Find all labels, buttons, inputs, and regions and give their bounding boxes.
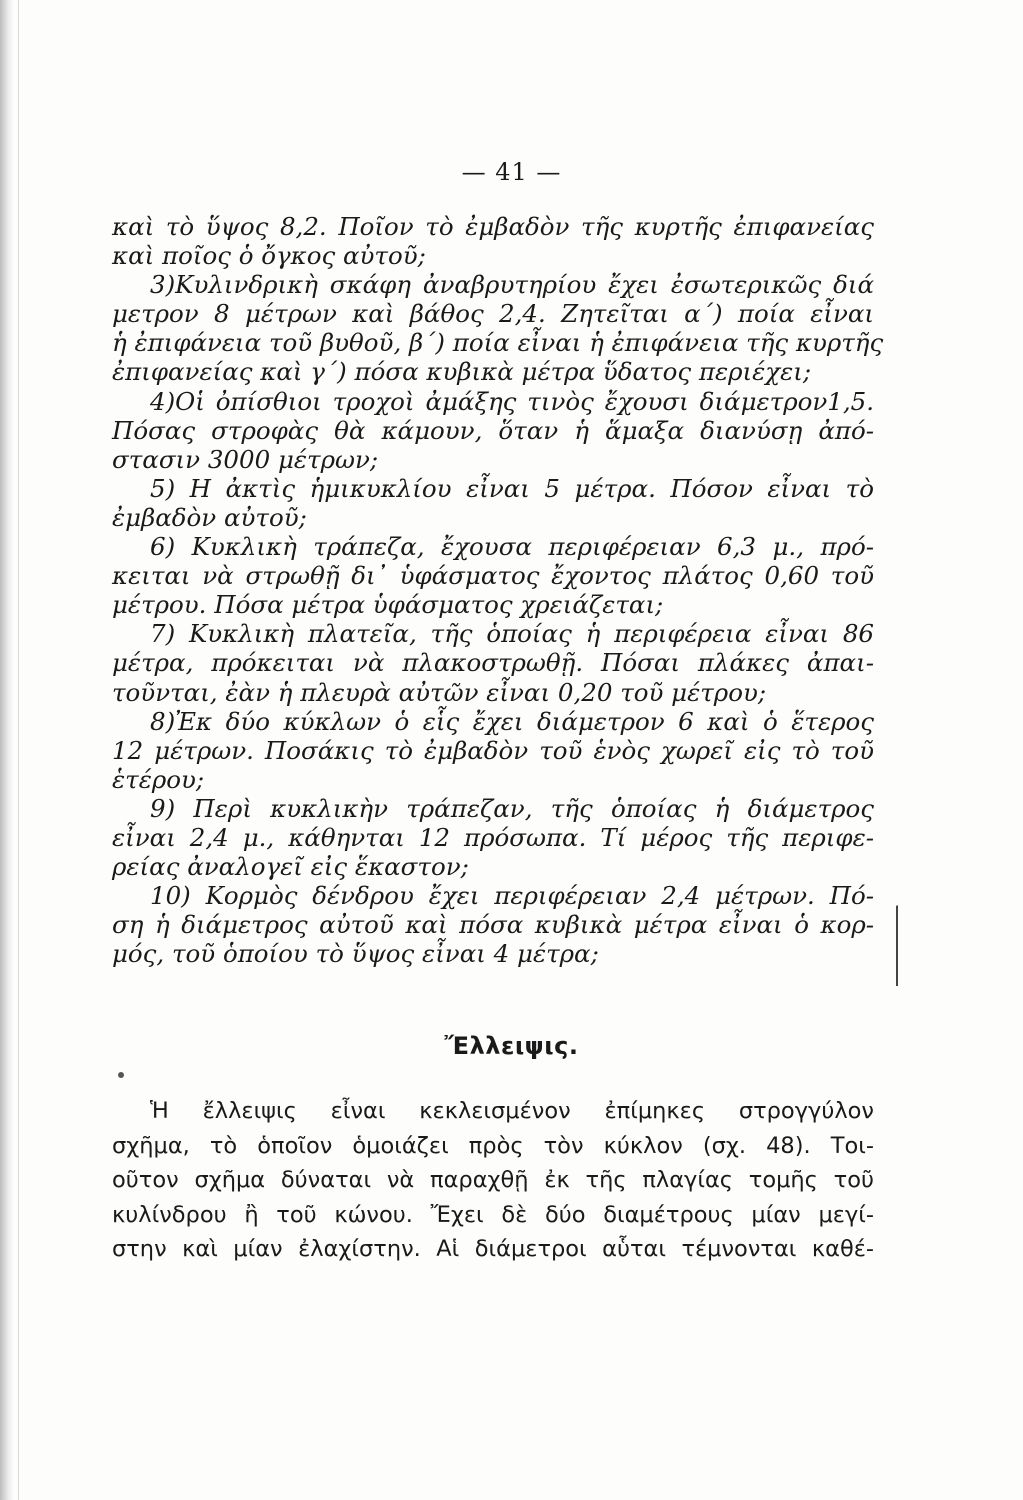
exercise-line: ρείας ἀναλογεῖ εἰς ἕκαστον; [112,852,469,882]
exercise-line: 12 μέτρων. Ποσάκις τὸ ἐμβαδὸν τοῦ ἑνὸς χωρεῖ εἰς τὸ τοῦ [112,735,874,765]
exercise-line: 6) Κυκλικὴ τράπεζα, ἔχουσα περιφέρειαν 6,3 μ., πρό- [150,532,874,562]
section-line: οῦτον σχῆμα δύναται νὰ παραχθῇ ἐκ τῆς πλαγίας τομῆς τοῦ [112,1167,874,1193]
exercise-line: ἐμβαδὸν αὐτοῦ; [112,502,307,532]
margin-dot [118,1072,124,1078]
exercise-line: ση ἡ διάμετρος αὐτοῦ καὶ πόσα κυβικὰ μέτρα εἶναι ὁ κορ- [112,910,874,940]
margin-bracket [888,905,898,986]
exercise-line: Πόσας στροφὰς θὰ κάμουν, ὅταν ἡ ἅμαξα διανύσῃ ἀπό- [112,415,874,445]
exercise-list [112,212,884,969]
section-line: στην καὶ μίαν ἐλαχίστην. Αἱ διάμετροι αὗται τέμνονται καθέ- [112,1236,874,1262]
exercise-line: μέτρα, πρόκειται νὰ πλακοστρωθῇ. Πόσαι πλάκες ἀπαι- [112,648,874,678]
section-line: κυλίνδρου ἢ τοῦ κώνου. Ἔχει δὲ δύο διαμέτρους μίαν μεγί- [112,1201,874,1228]
exercise-line: ἡ ἐπιφάνεια τοῦ βυθοῦ, β΄) ποία εἶναι ἡ ἐπιφάνεια τῆς κυρτῆς [112,328,884,358]
section-body [112,1094,874,1267]
exercise-line: στασιν 3000 μέτρων; [112,444,379,474]
exercise-line: τοῦνται, ἐὰν ἡ πλευρὰ αὐτῶν εἶναι 0,20 τοῦ μέτρου; [112,677,767,707]
exercise-line: καὶ τὸ ὕψος 8,2. Ποῖον τὸ ἐμβαδὸν τῆς κυρτῆς ἐπιφανείας [112,212,874,241]
scan-left-edge [0,0,14,1500]
exercise-line: καὶ ποῖος ὁ ὄγκος αὐτοῦ; [112,241,426,271]
exercise-line: μέτρου. Πόσα μέτρα ὑφάσματος χρειάζεται; [112,590,664,620]
exercise-line: κειται νὰ στρωθῇ δι᾽ ὑφάσματος ἔχοντος πλάτος 0,60 τοῦ [112,561,874,591]
scan-fold-line [18,0,19,1500]
exercise-line: 10) Κορμὸς δένδρου ἔχει περιφέρειαν 2,4 μέτρων. Πό- [150,881,874,911]
page-number: — 41 — [461,158,562,186]
exercise-line: ἑτέρου; [112,764,205,794]
exercise-line: 9) Περὶ κυκλικὴν τράπεζαν, τῆς ὁποίας ἡ διάμετρος [150,793,874,823]
exercise-line: 7) Κυκλικὴ πλατεῖα, τῆς ὁποίας ἡ περιφέρεια εἶναι 86 [150,619,874,649]
exercise-line: μός, τοῦ ὁποίου τὸ ὕψος εἶναι 4 μέτρα; [112,939,599,969]
exercise-line: 5) Η ἀκτὶς ἡμικυκλίου εἶναι 5 μέτρα. Πόσον εἶναι τὸ [150,473,874,503]
exercise-line: 3)Κυλινδρικὴ σκάφη ἀναβρυτηρίου ἔχει ἐσωτερικῶς διά [150,270,874,300]
section-heading: Ἔλλειψις. [444,1032,579,1060]
exercise-line: μετρον 8 μέτρων καὶ βάθος 2,4. Ζητεῖται α΄) ποία εἶναι [112,299,874,329]
exercise-line: εἶναι 2,4 μ., κάθηνται 12 πρόσωπα. Τί μέρος τῆς περιφε- [112,822,874,852]
exercise-line: 8)Ἐκ δύο κύκλων ὁ εἷς ἔχει διάμετρον 6 καὶ ὁ ἕτερος [150,706,874,736]
exercise-line: ἐπιφανείας καὶ γ΄) πόσα κυβικὰ μέτρα ὕδατος περιέχει; [112,357,812,387]
exercise-line: 4)Οἱ ὀπίσθιοι τροχοὶ ἀμάξης τινὸς ἔχουσι διάμετρον1,5. [150,386,874,416]
section-line: Ἡ ἔλλειψις εἶναι κεκλεισμένον ἐπίμηκες στρογγύλον [150,1098,874,1124]
section-line: σχῆμα, τὸ ὁποῖον ὁμοιάζει πρὸς τὸν κύκλον (σχ. 48). Τοι- [112,1132,874,1159]
